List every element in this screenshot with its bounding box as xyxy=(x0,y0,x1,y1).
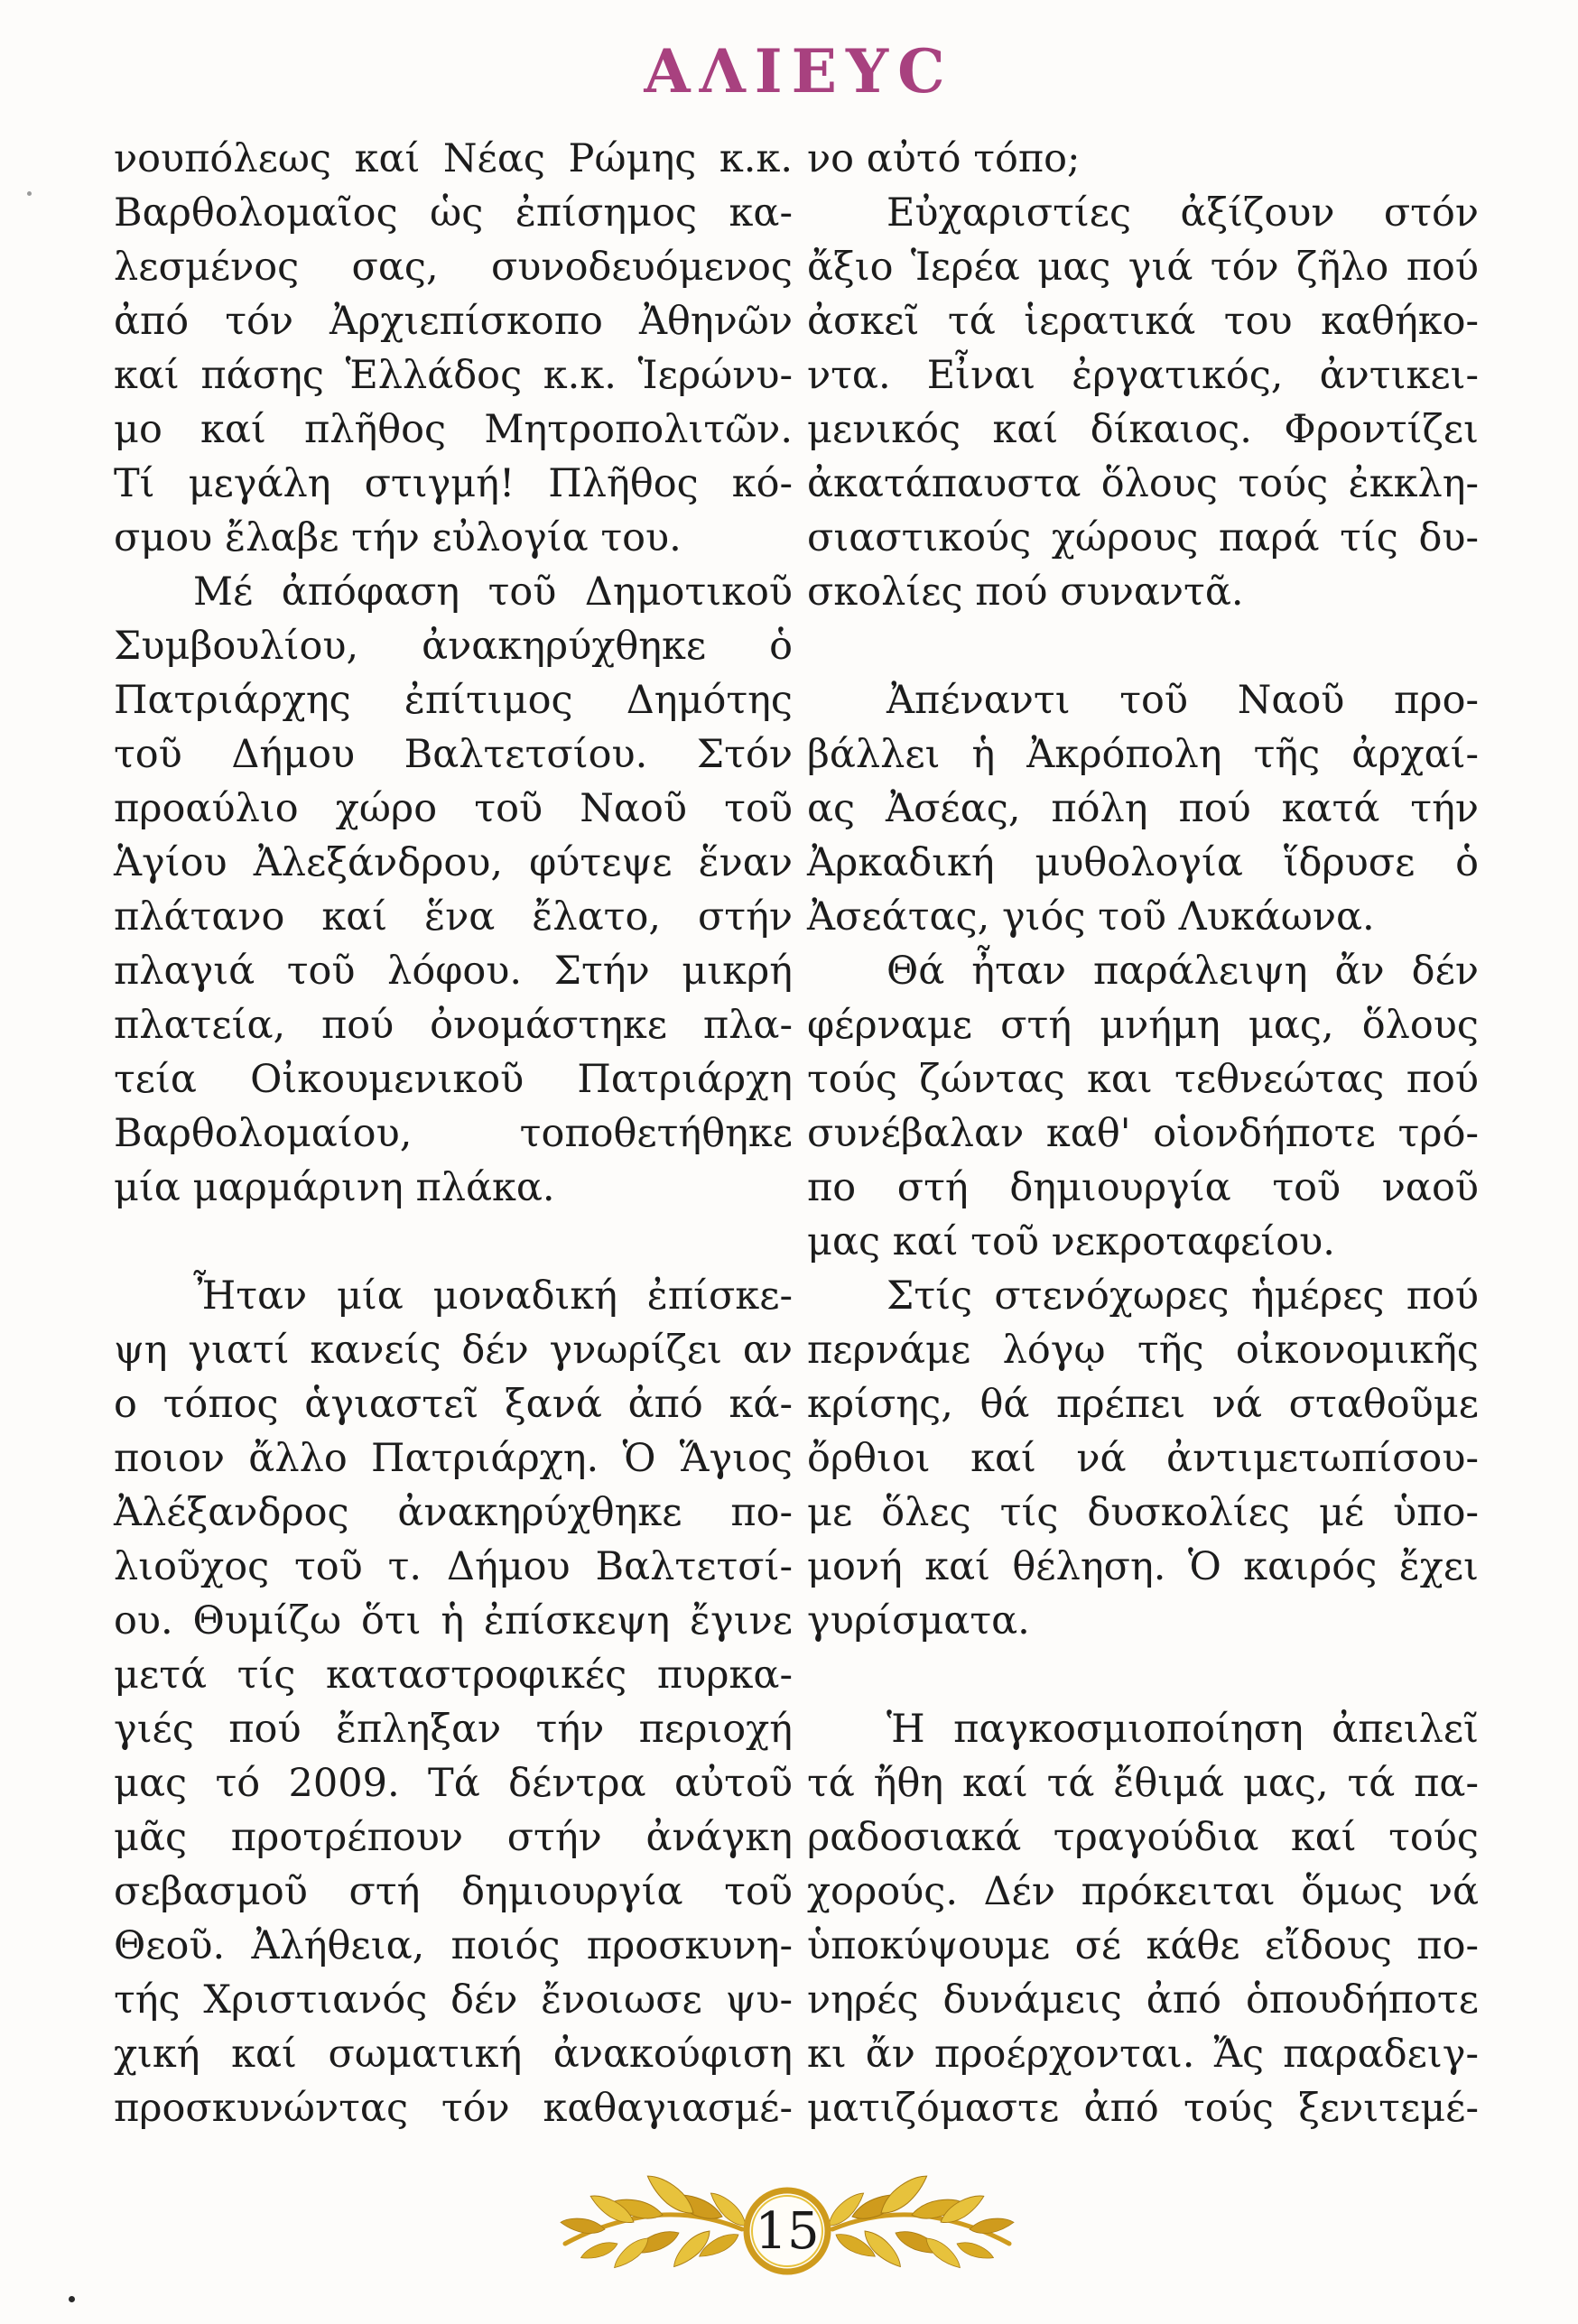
text-line: κρίσης, θά πρέπει νά σταθοῦμε xyxy=(807,1382,1479,1427)
text-line: ραδοσιακά τραγούδια καί τούς xyxy=(807,1815,1479,1860)
text-line: μο καί πλῆθος Μητροπολιτῶν. xyxy=(114,407,793,452)
text-line: πλαγιά τοῦ λόφου. Στήν μικρή xyxy=(114,949,793,994)
text-line: ας Ἀσέας, πόλη πού κατά τήν xyxy=(807,786,1479,831)
text-line: με ὅλες τίς δυσκολίες μέ ὑπο- xyxy=(807,1490,1479,1535)
text-line: σμου ἔλαβε τήν εὐλογία του. xyxy=(114,515,682,560)
text-line: Βαρθολομαῖος ὡς ἐπίσημος κα- xyxy=(114,190,793,236)
text-line: προσκυνώντας τόν καθαγιασμέ- xyxy=(114,2086,793,2131)
text-line: ο τόπος ἁγιαστεῖ ξανά ἀπό κά- xyxy=(114,1382,793,1427)
text-line: ἀκατάπαυστα ὅλους τούς ἐκκλη- xyxy=(807,461,1479,506)
text-line: Τί μεγάλη στιγμή! Πλῆθος κό- xyxy=(114,461,793,506)
text-line: Βαρθολομαίου, τοποθετήθηκε xyxy=(114,1111,793,1156)
text-line: κι ἄν προέρχονται. Ἄς παραδειγ- xyxy=(807,2032,1479,2077)
text-line: πλατεία, πού ὀνομάστηκε πλα- xyxy=(114,1003,793,1048)
text-line: Ἁγίου Ἀλεξάνδρου, φύτεψε ἕναν xyxy=(114,840,793,885)
text-line: μας τό 2009. Τά δέντρα αὐτοῦ xyxy=(114,1761,793,1806)
text-line: τοῦ Δήμου Βαλτετσίου. Στόν xyxy=(114,732,793,777)
text-line: Θεοῦ. Ἀλήθεια, ποιός προσκυνη- xyxy=(114,1923,793,1968)
text-line: ψη γιατί κανείς δέν γνωρίζει αν xyxy=(114,1328,793,1373)
text-line: Θά ἦταν παράλειψη ἄν δέν xyxy=(886,949,1479,994)
text-line: Συμβουλίου, ἀνακηρύχθηκε ὁ xyxy=(114,624,793,669)
text-line: φέρναμε στή μνήμη μας, ὅλους xyxy=(807,1003,1479,1048)
text-line: προαύλιο χώρο τοῦ Ναοῦ τοῦ xyxy=(114,786,793,831)
text-line: σιαστικούς χώρους παρά τίς δυ- xyxy=(807,515,1479,560)
text-line: ἀσκεῖ τά ἱερατικά του καθήκο- xyxy=(807,299,1479,344)
footer-ornament xyxy=(543,2157,1031,2310)
text-line: μετά τίς καταστροφικές πυρκα- xyxy=(114,1653,793,1698)
laurel-branch-right-icon xyxy=(823,2170,1015,2273)
text-line: Πατριάρχης ἐπίτιμος Δημότης xyxy=(114,678,793,723)
text-line: ἀπό τόν Ἀρχιεπίσκοπο Ἀθηνῶν xyxy=(114,299,793,344)
page-number: 15 xyxy=(755,2202,820,2261)
laurel-branch-left-icon xyxy=(560,2170,751,2273)
text-line: ου. Θυμίζω ὅτι ἡ ἐπίσκεψη ἔγινε xyxy=(114,1598,793,1643)
text-line: ματιζόμαστε ἀπό τούς ξενιτεμέ- xyxy=(807,2086,1479,2131)
text-line: Ἀλέξανδρος ἀνακηρύχθηκε πο- xyxy=(114,1490,793,1535)
text-line: τούς ζώντας και τεθνεώτας πού xyxy=(807,1057,1479,1102)
text-line: χική καί σωματική ἀνακούφιση xyxy=(114,2032,793,2077)
scan-speck xyxy=(69,2296,75,2302)
text-line: μενικός καί δίκαιος. Φροντίζει xyxy=(807,407,1479,452)
text-line: χορούς. Δέν πρόκειται ὅμως νά xyxy=(807,1869,1479,1914)
text-line: τά ἤθη καί τά ἔθιμά μας, τά πα- xyxy=(807,1761,1479,1806)
text-line: Ἀπέναντι τοῦ Ναοῦ προ- xyxy=(886,678,1479,723)
text-line: σκολίες πού συναντᾶ. xyxy=(807,569,1244,615)
text-line: καί πάσης Ἑλλάδος κ.κ. Ἱερώνυ- xyxy=(114,353,793,398)
text-line: ντα. Εἶναι ἐργατικός, ἀντικει- xyxy=(807,353,1479,398)
text-column-left xyxy=(114,132,793,2135)
text-line: νο αὐτό τόπο; xyxy=(807,136,1081,181)
scan-speck xyxy=(27,191,32,196)
text-line: περνάμε λόγῳ τῆς οἰκονομικῆς xyxy=(807,1328,1479,1373)
text-line: τής Χριστιανός δέν ἔνοιωσε ψυ- xyxy=(114,1977,793,2023)
magazine-title: ΑΛΙΕΥC xyxy=(644,36,954,106)
text-line: γιές πού ἔπληξαν τήν περιοχή xyxy=(114,1707,793,1752)
text-line: Στίς στενόχωρες ἡμέρες πού xyxy=(886,1273,1479,1319)
text-line: Μέ ἀπόφαση τοῦ Δημοτικοῦ xyxy=(193,569,793,615)
text-line: ὑποκύψουμε σέ κάθε εἴδους πο- xyxy=(807,1923,1479,1968)
text-line: Ἦταν μία μοναδική ἐπίσκε- xyxy=(193,1273,793,1319)
text-line: μᾶς προτρέπουν στήν ἀνάγκη xyxy=(114,1815,793,1860)
text-line: Εὐχαριστίες ἀξίζουν στόν xyxy=(886,190,1479,236)
text-line: λιοῦχος τοῦ τ. Δήμου Βαλτετσί- xyxy=(114,1544,793,1589)
text-line: τεία Οἰκουμενικοῦ Πατριάρχη xyxy=(114,1057,793,1102)
text-line: Ἡ παγκοσμιοποίηση ἀπειλεῖ xyxy=(886,1707,1479,1752)
text-column-right xyxy=(807,132,1479,2135)
text-line: ποιον ἄλλο Πατριάρχη. Ὁ Ἅγιος xyxy=(114,1436,793,1481)
text-line: πο στή δημιουργία τοῦ ναοῦ xyxy=(807,1165,1479,1210)
text-line: πλάτανο καί ἕνα ἔλατο, στήν xyxy=(114,894,793,940)
text-line: λεσμένος σας, συνοδευόμενος xyxy=(114,245,793,290)
text-line: νηρές δυνάμεις ἀπό ὁπουδήποτε xyxy=(807,1977,1479,2023)
text-line: Ἀσεάτας, γιός τοῦ Λυκάωνα. xyxy=(807,894,1375,940)
text-line: συνέβαλαν καθ' οἱονδήποτε τρό- xyxy=(807,1111,1479,1156)
text-line: μία μαρμάρινη πλάκα. xyxy=(114,1165,555,1210)
text-line: Ἀρκαδική μυθολογία ἵδρυσε ὁ xyxy=(807,840,1479,885)
text-line: μας καί τοῦ νεκροταφείου. xyxy=(807,1219,1335,1264)
text-line: ὄρθιοι καί νά ἀντιμετωπίσου- xyxy=(807,1436,1479,1481)
text-line: μονή καί θέληση. Ὁ καιρός ἔχει xyxy=(807,1544,1479,1589)
text-line: σεβασμοῦ στή δημιουργία τοῦ xyxy=(114,1869,793,1914)
text-line: γυρίσματα. xyxy=(807,1598,1030,1643)
text-line: βάλλει ἡ Ἀκρόπολη τῆς ἀρχαί- xyxy=(807,732,1479,777)
text-line: ἄξιο Ἱερέα μας γιά τόν ζῆλο πού xyxy=(807,245,1479,290)
text-line: νουπόλεως καί Νέας Ρώμης κ.κ. xyxy=(114,136,793,181)
